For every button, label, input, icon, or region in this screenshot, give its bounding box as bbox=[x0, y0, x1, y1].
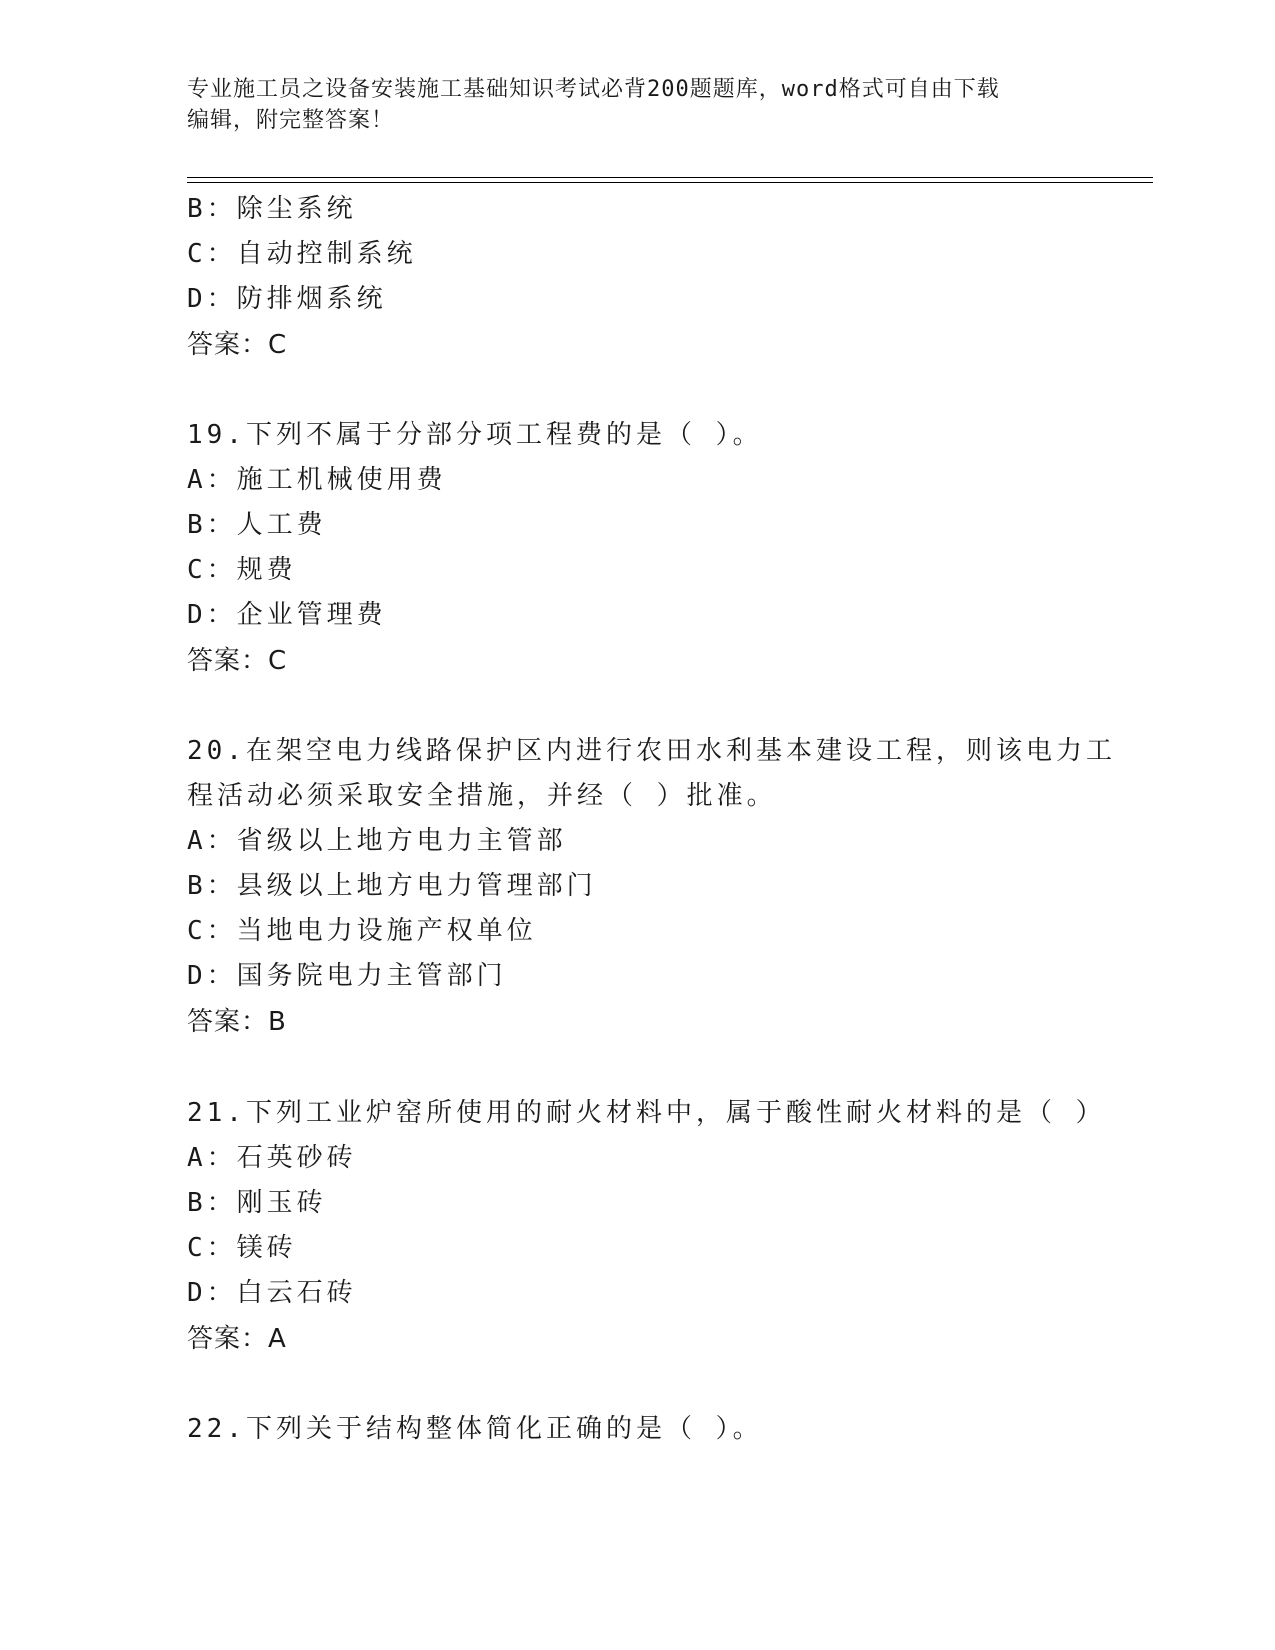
q18-option-d: D：防排烟系统 bbox=[187, 284, 387, 314]
header-line-2: 编辑，附完整答案！ bbox=[187, 108, 395, 133]
q20-answer: 答案：B bbox=[187, 1007, 287, 1037]
q21-answer: 答案：A bbox=[187, 1324, 287, 1354]
q21-option-a: A：石英砂砖 bbox=[187, 1143, 357, 1173]
q18-option-c: C：自动控制系统 bbox=[187, 239, 417, 269]
q18-answer: 答案：C bbox=[187, 330, 288, 360]
q19-option-c: C：规费 bbox=[187, 555, 297, 585]
q20-option-d: D：国务院电力主管部门 bbox=[187, 961, 507, 991]
q21-option-b: B：刚玉砖 bbox=[187, 1188, 327, 1218]
q19-option-d: D：企业管理费 bbox=[187, 600, 387, 630]
q20-option-b: B：县级以上地方电力管理部门 bbox=[187, 871, 597, 901]
q20-question-line-2: 程活动必须采取安全措施，并经（ ）批准。 bbox=[187, 781, 777, 811]
q20-option-a: A：省级以上地方电力主管部 bbox=[187, 826, 567, 856]
page-header bbox=[187, 74, 1067, 136]
q21-question: 21.下列工业炉窑所使用的耐火材料中，属于酸性耐火材料的是（ ） bbox=[187, 1098, 1106, 1128]
q20-question-line-1: 20.在架空电力线路保护区内进行农田水利基本建设工程，则该电力工 bbox=[187, 736, 1116, 766]
header-divider-bottom bbox=[187, 182, 1153, 183]
q18-option-b: B：除尘系统 bbox=[187, 194, 357, 224]
q21-option-d: D：白云石砖 bbox=[187, 1278, 357, 1308]
q22-question: 22.下列关于结构整体简化正确的是（ ）。 bbox=[187, 1414, 763, 1444]
q20-option-c: C：当地电力设施产权单位 bbox=[187, 916, 537, 946]
q19-option-b: B：人工费 bbox=[187, 510, 327, 540]
header-divider-top bbox=[187, 177, 1153, 178]
q19-question: 19.下列不属于分部分项工程费的是（ ）。 bbox=[187, 420, 763, 450]
q19-option-a: A：施工机械使用费 bbox=[187, 465, 447, 495]
q21-option-c: C：镁砖 bbox=[187, 1233, 297, 1263]
q19-answer: 答案：C bbox=[187, 646, 288, 676]
header-line-1: 专业施工员之设备安装施工基础知识考试必背200题题库，word格式可自由下载 bbox=[187, 77, 1000, 102]
